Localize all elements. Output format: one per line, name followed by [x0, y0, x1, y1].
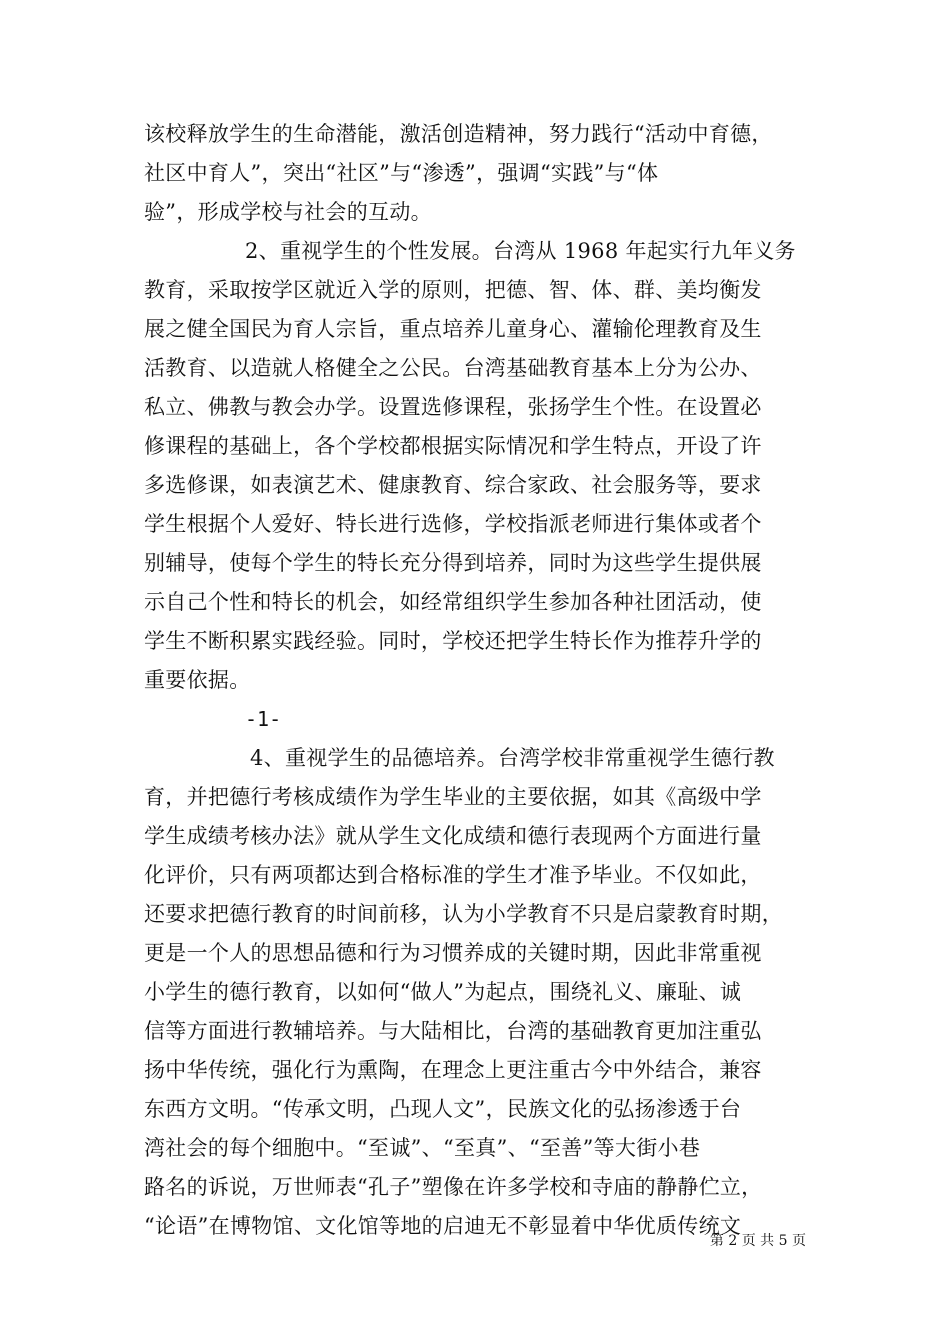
- paragraph-3-line-11: 湾社会的每个细胞中。“至诚”、“至真”、“至善”等大街小巷: [144, 1136, 701, 1160]
- paragraph-3-line-2: 育，并把德行考核成绩作为学生毕业的主要依据，如其《高级中学: [144, 785, 762, 809]
- paragraph-2-line-1: 2、重视学生的个性发展。台湾从 1968 年起实行九年义务: [245, 239, 796, 263]
- paragraph-2-line-11: 学生不断积累实践经验。同时，学校还把学生特长作为推荐升学的: [144, 629, 762, 653]
- paragraph-3-line-9: 扬中华传统，强化行为熏陶，在理念上更注重古今中外结合，兼容: [144, 1058, 762, 1082]
- paragraph-2-line-5: 私立、佛教与教会办学。设置选修课程，张扬学生个性。在设置必: [144, 395, 762, 419]
- paragraph-2-line-3: 展之健全国民为育人宗旨，重点培养儿童身心、灌输伦理教育及生: [144, 317, 762, 341]
- paragraph-3-line-7: 小学生的德行教育，以如何“做人”为起点，围绕礼义、廉耻、诚: [144, 980, 742, 1004]
- paragraph-3-line-8: 信等方面进行教辅培养。与大陆相比，台湾的基础教育更加注重弘: [144, 1019, 762, 1043]
- paragraph-2-line-12: 重要依据。: [144, 668, 251, 692]
- paragraph-2-line-10: 示自己个性和特长的机会，如经常组织学生参加各种社团活动，使: [144, 590, 762, 614]
- page-footer: 第 2 页 共 5 页: [709, 1233, 806, 1249]
- paragraph-3-line-12: 路名的诉说，万世师表“孔子”塑像在许多学校和寺庙的静静伫立，: [144, 1175, 763, 1199]
- paragraph-3-line-4: 化评价，只有两项都达到合格标准的学生才准予毕业。不仅如此，: [144, 863, 762, 887]
- paragraph-3-line-10: 东西方文明。“传承文明，凸现人文”，民族文化的弘扬渗透于台: [144, 1097, 742, 1121]
- paragraph-2-line-8: 学生根据个人爱好、特长进行选修，学校指派老师进行集体或者个: [144, 512, 762, 536]
- paragraph-1-line-1: 该校释放学生的生命潜能，激活创造精神，努力践行“活动中育德，: [144, 122, 773, 146]
- paragraph-2-line-2: 教育，采取按学区就近入学的原则，把德、智、体、群、美均衡发: [144, 278, 762, 302]
- paragraph-1-line-3: 验”，形成学校与社会的互动。: [144, 200, 432, 224]
- page-marker: -1-: [245, 707, 282, 731]
- paragraph-3-line-6: 更是一个人的思想品德和行为习惯养成的关键时期，因此非常重视: [144, 941, 762, 965]
- paragraph-3-line-3: 学生成绩考核办法》就从学生文化成绩和德行表现两个方面进行量: [144, 824, 762, 848]
- paragraph-3-line-1: 4、重视学生的品德培养。台湾学校非常重视学生德行教: [250, 746, 775, 770]
- paragraph-3-line-13: “论语”在博物馆、文化馆等地的启迪无不彰显着中华优质传统文: [144, 1214, 742, 1238]
- paragraph-2-line-9: 别辅导，使每个学生的特长充分得到培养，同时为这些学生提供展: [144, 551, 762, 575]
- paragraph-1-line-2: 社区中育人”，突出“社区”与“渗透”，强调“实践”与“体: [144, 161, 659, 185]
- paragraph-2-line-7: 多选修课，如表演艺术、健康教育、综合家政、社会服务等，要求: [144, 473, 762, 497]
- paragraph-2-line-6: 修课程的基础上，各个学校都根据实际情况和学生特点，开设了许: [144, 434, 762, 458]
- paragraph-2-line-4: 活教育、以造就人格健全之公民。台湾基础教育基本上分为公办、: [144, 356, 762, 380]
- paragraph-3-line-5: 还要求把德行教育的时间前移，认为小学教育不只是启蒙教育时期，: [144, 902, 783, 926]
